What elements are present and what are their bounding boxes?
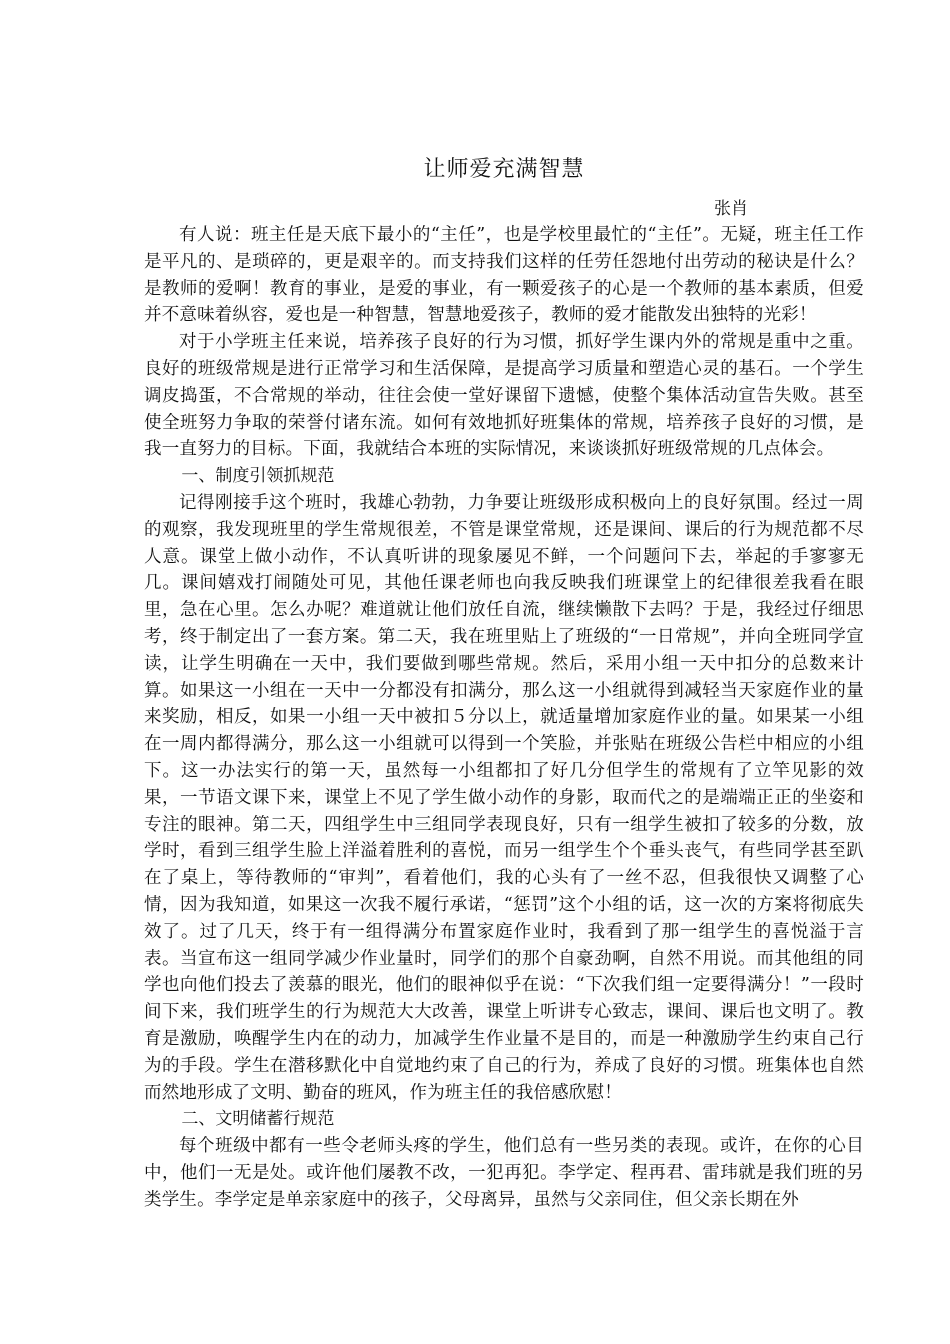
body-paragraph: 对于小学班主任来说，培养孩子良好的行为习惯，抓好学生课内外的常规是重中之重。良好的班级常规是进行正常学习和生活保障，是提高学习质量和塑造心灵的基石。一个学生调皮捣蛋，不合常规的举动，往往会使一堂好课留下遗憾，使整个集体活动宣告失败。甚至使全班努力争取的荣誉付诸东流。如何有效地抓好班集体的常规，培养孩子良好的习惯，是我一直努力的目标。下面，我就结合本班的实际情况，来谈谈抓好班级常规的几点体会。 xyxy=(144,332,864,460)
section-heading: 一、制度引领抓规范 xyxy=(181,466,335,487)
document-title: 让师爱充满智慧 xyxy=(423,157,585,182)
body-paragraph: 记得刚接手这个班时，我雄心勃勃，力争要让班级形成积极向上的良好氛围。经过一周的观察，我发现班里的学生常规很差，不管是课堂常规，还是课间、课后的行为规范都不尽人意。课堂上做小动作，不认真听讲的现象屡见不鲜，一个问题问下去，举起的手寥寥无几。课间嬉戏打闹随处可见，其他任课老师也向我反映我们班课堂上的纪律很差我看在眼里，急在心里。怎么办呢？难道就让他们放任自流，继续懒散下去吗？于是，我经过仔细思考，终于制定出了一套方案。第二天，我在班里贴上了班级的“一日常规”，并向全班同学宣读，让学生明确在一天中，我们要做到哪些常规。然后，采用小组一天中扣分的总数来计算。如果这一小组在一天中一分都没有扣满分，那么这一小组就得到减轻当天家庭作业的量来奖励，相反，如果一小组一天中被扣５分以上，就适量增加家庭作业的量。如果某一小组在一周内都得满分，那么这一小组就可以得到一个笑脸，并张贴在班级公告栏中相应的小组下。这一办法实行的第一天，虽然每一小组都扣了好几分但学生的常规有了立竿见影的效果，一节语文课下来，课堂上不见了学生做小动作的身影，取而代之的是端端正正的坐姿和专注的眼神。第二天，四组学生中三组同学表现良好，只有一组学生被扣了较多的分数，放学时，看到三组学生脸上洋溢着胜利的喜悦，而另一组学生个个垂头丧气，有些同学甚至趴在了桌上，等待教师的“审判”，看着他们，我的心头有了一丝不忍，但我很快又调整了心情，因为我知道，如果这一次我不履行承诺，“惩罚”这个小组的话，这一次的方案将彻底失效了。过了几天，终于有一组得满分布置家庭作业时，我看到了那一组学生的喜悦溢于言表。当宣布这一组同学减少作业量时，同学们的那个自豪劲啊，自然不用说。而其他组的同学也向他们投去了羡慕的眼光，他们的眼神似乎在说：“下次我们组一定要得满分！”一段时间下来，我们班学生的行为规范大大改善，课堂上听讲专心致志，课间、课后也文明了。教育是激励，唤醒学生内在的动力，加减学生作业量不是目的，而是一种激励学生约束自己行为的手段。学生在潜移默化中自觉地约束了自己的行为，养成了良好的习惯。班集体也自然而然地形成了文明、勤奋的班风，作为班主任的我倍感欣慰！ xyxy=(144,492,864,1103)
document-page xyxy=(144,150,864,1213)
body-paragraph: 有人说：班主任是天底下最小的“主任”，也是学校里最忙的“主任”。无疑，班主任工作是平凡的、是琐碎的，更是艰辛的。而支持我们这样的任劳任怨地付出劳动的秘诀是什么？是教师的爱啊！教育的事业，是爱的事业，有一颗爱孩子的心是一个教师的基本素质，但爱并不意味着纵容，爱也是一种智慧，智慧地爱孩子，教师的爱才能散发出独特的光彩！ xyxy=(144,225,864,326)
document-author: 张肖 xyxy=(714,199,748,219)
section-heading: 二、文明储蓄行规范 xyxy=(181,1109,335,1130)
body-paragraph: 每个班级中都有一些令老师头疼的学生，他们总有一些另类的表现。或许，在你的心目中，他们一无是处。或许他们屡教不改，一犯再犯。李学定、程再君、雷玮就是我们班的另类学生。李学定是单亲家庭中的孩子，父母离异，虽然与父亲同住，但父亲长期在外 xyxy=(144,1136,864,1210)
